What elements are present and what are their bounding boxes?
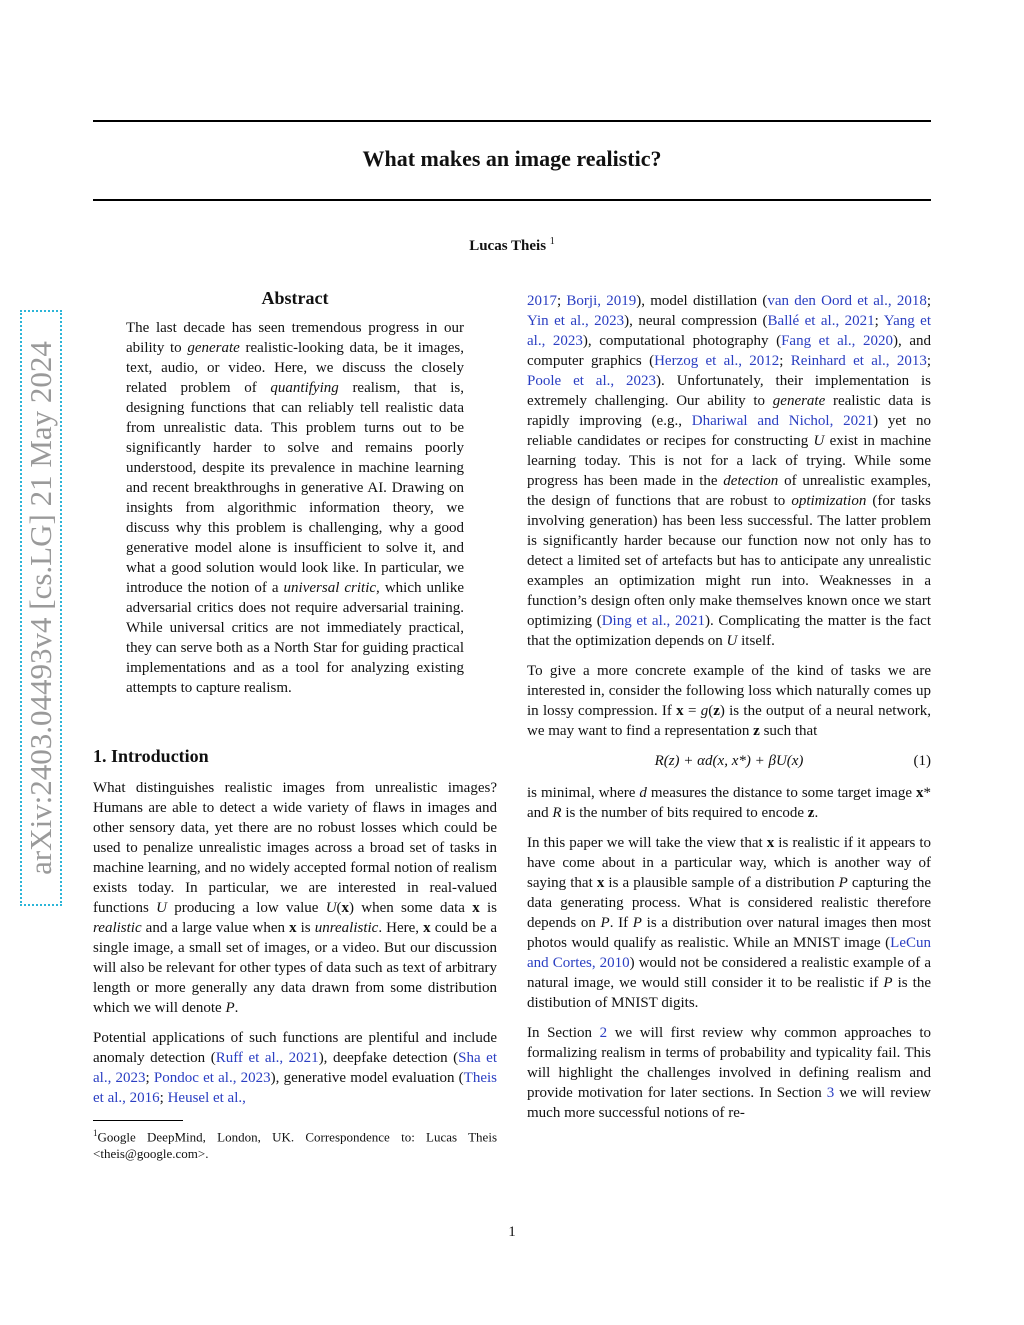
title-rule-bottom: [93, 199, 931, 201]
footnote: [93, 1125, 497, 1162]
right-column: [527, 291, 931, 1133]
section-link[interactable]: 3: [826, 1085, 835, 1101]
footnote-mark: 1: [93, 1128, 98, 1138]
paper-title: What makes an image realistic?: [362, 146, 662, 171]
equation-body: R(z) + αd(x, x*) + βU(x): [654, 753, 804, 769]
left-column: [93, 288, 497, 1172]
arxiv-identifier: arXiv:2403.04493v4 [cs.LG] 21 May 2024: [23, 341, 58, 875]
citation-link[interactable]: Poole et al., 2023: [527, 373, 657, 389]
equation-1: [527, 751, 931, 771]
abstract-text: The last decade has seen tremendous progress in our ability to generate realistic-looking data, be it images, text, audio, or video. Here, we discuss the closely related problem of quantifying realism, that is, designing functions that can reliably tell realistic data from unrealistic data. This problem turns out to be significantly harder to solve and remains poorly understood, despite its prevalence in machine learning and recent breakthroughs in generative AI. Drawing on insights from algorithmic information theory, we discuss why this problem is challenging, why a good generative model alone is insufficient to solve it, and what a good solution would look like. In particular, we introduce the notion of a universal critic, which unlike adversarial critics does not require adversarial training. While universal critics are not immediately practical, they can serve both as a North Star for guiding practical implementations and as a tool for analyzing existing attempts to capture realism.: [126, 320, 464, 696]
intro-paragraph-1: What distinguishes realistic images from unrealistic images? Humans are able to detect a wide variety of flaws in images and other sensory data, yet there are no robust losses which could be used to penalize unrealistic images across a broad set of tasks in machine learning, and no widely accepted formal notion of realism exists today. In particular, we are interested in real-valued functions U producing a low value U(x) when some data x is realistic and a large value when x is unrealistic. Here, x could be a single image, a small set of images, or a video. But our discussion will also be relevant for other types of data such as text of arbitrary length or more generally any data drawn from some distribution which we will denote P.: [93, 780, 497, 1016]
equation-number: (1): [913, 753, 931, 769]
citation-link[interactable]: Yang et al., 2023: [527, 313, 931, 349]
page-number: 1: [508, 1224, 516, 1240]
footnote-rule: [93, 1120, 183, 1121]
citation-link[interactable]: Fang et al., 2020: [781, 333, 894, 349]
intro-paragraph-5: In this paper we will take the view that x is realistic if it appears to have come about in a particular way, which is another way of saying that x is a plausible sample of a distribution P capturing the data generating process. What is considered realistic therefore depends on P. If P is a distribution over natural images then most photos would qualify as realistic. While an MNIST image (LeCun and Cortes, 2010) would not be considered a realistic example of a natural image, we would still consider it to be realistic if P is the distibution of MNIST digits.: [527, 835, 932, 1011]
citation-link[interactable]: Heusel et al.,: [167, 1090, 246, 1106]
introduction-heading: 1. Introduction: [93, 746, 209, 766]
citation-link[interactable]: Sha et al., 2023: [93, 1050, 498, 1086]
title-rule-top: [93, 120, 931, 122]
intro-paragraph-2-continued: 2017; Borji, 2019), model distillation (van den Oord et al., 2018; Yin et al., 2023), neural compression (Ballé et al., 2021; Yang et al., 2023), computational photography (Fang et al., 2020), and computer graphics (Herzog et al., 2012; Reinhard et al., 2013; Poole et al., 2023). Unfortunately, their implementation is extremely challenging. Our ability to generate realistic data is rapidly improving (e.g., Dhariwal and Nichol, 2021) yet no reliable candidates or recipes for constructing U exist in machine learning today. This is not for a lack of trying. While some progress has been made in the detection of unrealistic examples, the design of functions that are robust to optimization (for tasks involving generation) has been less successful. The latter problem is significantly harder because our function now not only has to detect a limited set of artefacts but has to anticipate any unrealistic examples an optimization might run into. Weaknesses in a function’s design often only make themselves known once we start optimizing (Ding et al., 2021). Complicating the matter is the fact that the optimization depends on U itself.: [527, 293, 932, 649]
section-link[interactable]: 2: [599, 1025, 608, 1041]
arxiv-stamp[interactable]: [20, 310, 62, 906]
author-affiliation-mark: 1: [549, 236, 555, 247]
intro-paragraph-6: In Section 2 we will first review why common approaches to formalizing realism in terms of probability and typicality fail. This will highlight the challenges involved in defining realism and provide motivation for later sections. In Section 3 we will review much more successful notions of re-: [527, 1025, 932, 1121]
citation-link[interactable]: Dhariwal and Nichol, 2021: [691, 413, 874, 429]
citation-link[interactable]: Reinhard et al., 2013: [790, 353, 927, 369]
citation-link[interactable]: LeCun and Cortes, 2010: [527, 935, 931, 971]
citation-link[interactable]: Borji, 2019: [566, 293, 637, 309]
citation-link[interactable]: Theis et al., 2016: [93, 1070, 497, 1106]
citation-link[interactable]: Herzog et al., 2012: [654, 353, 780, 369]
footnote-text: Google DeepMind, London, UK. Correspondence to: Lucas Theis <theis@google.com>.: [93, 1129, 497, 1162]
citation-link[interactable]: Yin et al., 2023: [527, 313, 625, 329]
author-name: Lucas Theis: [469, 238, 547, 254]
citation-link[interactable]: Ding et al., 2021: [601, 613, 705, 629]
citation-link[interactable]: 2017: [527, 293, 557, 309]
citation-link[interactable]: van den Oord et al., 2018: [767, 293, 927, 309]
intro-paragraph-4: is minimal, where d measures the distance to some target image x* and R is the number of bits required to encode z.: [527, 785, 931, 821]
citation-link[interactable]: Ballé et al., 2021: [767, 313, 875, 329]
intro-paragraph-3: To give a more concrete example of the kind of tasks we are interested in, consider the following loss which naturally comes up in lossy compression. If x = g(z) is the output of a neural network, we may want to find a representation z such that: [527, 663, 931, 739]
citation-link[interactable]: Ruff et al., 2021: [215, 1050, 319, 1066]
author-line: [93, 236, 931, 255]
intro-paragraph-2: Potential applications of such functions are plentiful and include anomaly detection (Ruff et al., 2021), deepfake detection (Sha et al., 2023; Pondoc et al., 2023), generative model evaluation (Theis et al., 2016; Heusel et al.,: [93, 1030, 498, 1106]
abstract-heading: Abstract: [261, 288, 329, 308]
citation-link[interactable]: Pondoc et al., 2023: [153, 1070, 271, 1086]
